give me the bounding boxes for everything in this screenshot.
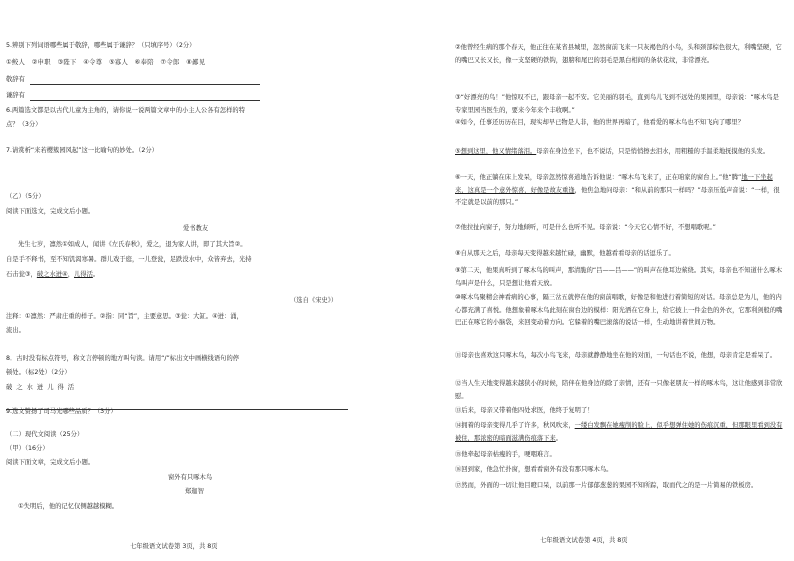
section-b-source: （选自《宋史》） (290, 297, 338, 304)
article-para-8: ⑧自从那天之后，母亲每天变得越来越忙碌，幽默，他越看看母亲的话逗乐了。 (455, 250, 675, 257)
para-14-a: ⑭拥着的母亲变得几乎了许多，秋风吹来， (455, 422, 575, 429)
para-line3-b: ， (67, 271, 74, 278)
right-page-footer: 七年级语文试卷第 4页，共 8页 (540, 537, 628, 544)
article-para-17: ⑰然而，外面的一切让他目瞪口呆，以前那一片郁郁葱葱的果园不知所踪，取而代之的是一片简易的铁板房。 (455, 482, 758, 489)
article-para-6 (455, 172, 785, 210)
q5-humble-answer-line[interactable] (30, 100, 260, 101)
section-b-para-line1: 先生七岁，凛然①如成人，闻讲《左氏春秋》，爱之，退为家人讲，即了其大旨②。 (18, 241, 247, 248)
article-para-4: ④如今，任事还历历在目，现实却早已物是人非，他的世界再暗了，他看爱的啄木鸟也不知飞向了哪里？ (455, 119, 745, 126)
article-para-5 (455, 146, 785, 159)
q5-title: 5.辨别下列词语哪些属于敬辞，哪些属于谦辞？（只填序号）（2分） (6, 42, 196, 49)
para-6-underlined: 地一下坐起来，这真是一个意外惊喜，好像是故友重逢 (455, 174, 773, 194)
right-page (397, 0, 794, 561)
underlined-phrase-1: 破之水迸④ (36, 271, 68, 278)
article-para-11: ⑪母亲也喜欢这只啄木鸟，每次小鸟飞来，母亲就静静地坐在他的对面，一句话也不说，他想，母亲肯定是看呆了。 (455, 352, 777, 359)
para-line3-c: 。 (92, 271, 100, 278)
article-para-2: ②他曾经生病的那个春天，他正往在某省县城里，忽然窗前飞来一只灰褐色的小鸟，头和颈部棕色很大，利嘴坚硬，它的嘴巴又长又长，像一支坚硬的铁钩，翅膀和尾巴的羽毛是黑白相间的条状花纹，非常漂亮。 (455, 44, 782, 64)
article-title: 窗外有只啄木鸟 (168, 474, 213, 481)
q5-options: ①鲛人 ②申职 ③陛下 ④令尊 ⑤寡人 ⑥奉陪 ⑦令郎 ⑧鄙见 (6, 59, 206, 66)
section-2-header: （二）现代文阅读（25分） (6, 431, 84, 438)
q6-line1: 6.两篇选文都是以古代儿童为主角的，请你说一说两篇文章中的小主人公各有怎样的特 (6, 107, 245, 114)
para-6-b: ，他焦急地问母亲：“和从前的那只一样吗？”母亲压低声音说：“一样，很不定就是以前的那只。” (455, 186, 780, 206)
para-line3-a: 石击瓮③， (6, 271, 37, 278)
section-b-header: （乙）（5分） (6, 193, 45, 200)
article-author: 郑迦智 (185, 488, 204, 495)
section-b-para-line3 (6, 271, 99, 279)
q5-humble-label: 谦辞有 (6, 92, 25, 99)
article-para-3: ③“好漂亮的鸟！”他惊叹不已，跟母亲一起不安。它美丽的羽毛，直到鸟儿飞到不远处的果园里，母亲说：“啄木鸟是专家里园当医生的，要来今年来个丰收啊。” (455, 94, 779, 114)
q8-line2: 顿处。（标2处）（2分） (6, 369, 71, 376)
q9-answer-line[interactable] (6, 409, 348, 410)
left-page-footer: 七年级语文试卷第 3页，共 8页 (130, 543, 218, 550)
article-para-13: ⑬后来，母亲又带着他四处求医，他终于复明了！ (455, 407, 594, 414)
q7: 7.请赏析“来若樱簇园风起”这一比喻句的妙处。（2分） (6, 147, 158, 154)
article-para-9: ⑨第二天，他果真听到了啄木鸟的叫声，那清脆的“吕——吕——”的叫声在他耳边萦绕。其实，母亲也不知道什么啄木鸟叫声是什么，只是想让他看天放。 (455, 267, 783, 287)
section-2-instruction: 阅读下面文章，完成文后小题。 (6, 459, 95, 466)
para-5-underlined: ⑤想到这里，他又情绪落泪。 (455, 148, 537, 155)
underlined-phrase-2: 儿得活 (73, 271, 93, 278)
para-14-underlined: 一缕白发飘在她瘦削的脸上，似乎想弹住她的伤痕沉重，但那眼里看到没有被住，那浓密的暗面滋满伤痕落下来 (455, 422, 783, 442)
para-6-a: ⑥一天，他正躺在床上发呆，母亲忽然惊喜道地告诉他说：“啄木鸟飞来了，正在咱家的窗台上。”他“腾” (455, 174, 742, 181)
article-para-12: ⑫当人生天地变得越来越狭小的时候，陪伴在他身边的除了亲情，还有一只像老朋友一样的啄木鸟，这让他感到非常欣慰。 (455, 380, 783, 400)
article-para-15: ⑮他牵起母亲枯瘦的手，哽咽难言。 (455, 451, 556, 458)
article-para-14 (455, 420, 785, 445)
q6-line2: 点？（3分） (6, 121, 42, 128)
article-para-16: ⑯回到家，他急忙扑窗，想看看窗外有没有那只啄木鸟。 (455, 466, 613, 473)
section-b-para-line2: 自是手不释书，至不知饥渴寒暑。群儿戏于庭，一儿登瓮，足跌没水中，众皆弃去，光持 (6, 256, 252, 263)
section-2-sub: （甲）（16分） (6, 445, 49, 452)
q9: 9.选文赞扬了司马光哪些品质？（3分） (6, 408, 117, 415)
article-para-7: ⑦他拉扯向窗子，努力地倾听，可是什么也听不见。母亲说：“今天它心情不好，不想唱歌呢。” (455, 224, 716, 231)
q8-line1: 8．古时没有标点符号，称文言停顿的地方叫句读。请用“/”标出文中画横线语句的停 (6, 355, 240, 362)
para-5-rest: 母亲在身边坐下，也不说话，只是悄悄擦去泪水，用粗糙的手温柔地抚摸他的头发。 (536, 148, 770, 155)
q5-honor-answer-line[interactable] (30, 84, 260, 85)
article-para-10: ⑩啄木鸟聚精会神看病的心事，隔三岔五就停在他的窗前唱歌，好像是和他进行着简短的对话。母亲总是为儿，他的内心都充满了喜悦。他想象着啄木鸟此刻在窗台边的模样：阳光洒在它身上，给它披上一件金色的外衣，它那利剑般的嘴巴正在啄它的小脑袋，来回变动着方向。它躲着的嘴巴滚落的说话一样，生动地讲着世间万物。 (455, 294, 783, 326)
para-14-b: 。 (555, 434, 563, 442)
section-b-notes-line1: 注释：①凛然：严肃庄重的样子。②指：同“旨”，主要意思。③瓮：大缸。④迸：涌， (6, 313, 243, 320)
section-b-instruction: 阅读下面选文，完成文后小题。 (6, 208, 95, 215)
article-para-1: ①失明后，他的记忆仅侧越越模糊。 (18, 503, 119, 510)
q5-honor-label: 敬辞有 (6, 76, 25, 83)
section-b-notes-line2: 流出。 (6, 327, 25, 334)
q8-sentence[interactable]: 破 之 水 迸 儿 得 活 (6, 384, 76, 391)
section-b-title: 爱书教友 (183, 225, 209, 232)
